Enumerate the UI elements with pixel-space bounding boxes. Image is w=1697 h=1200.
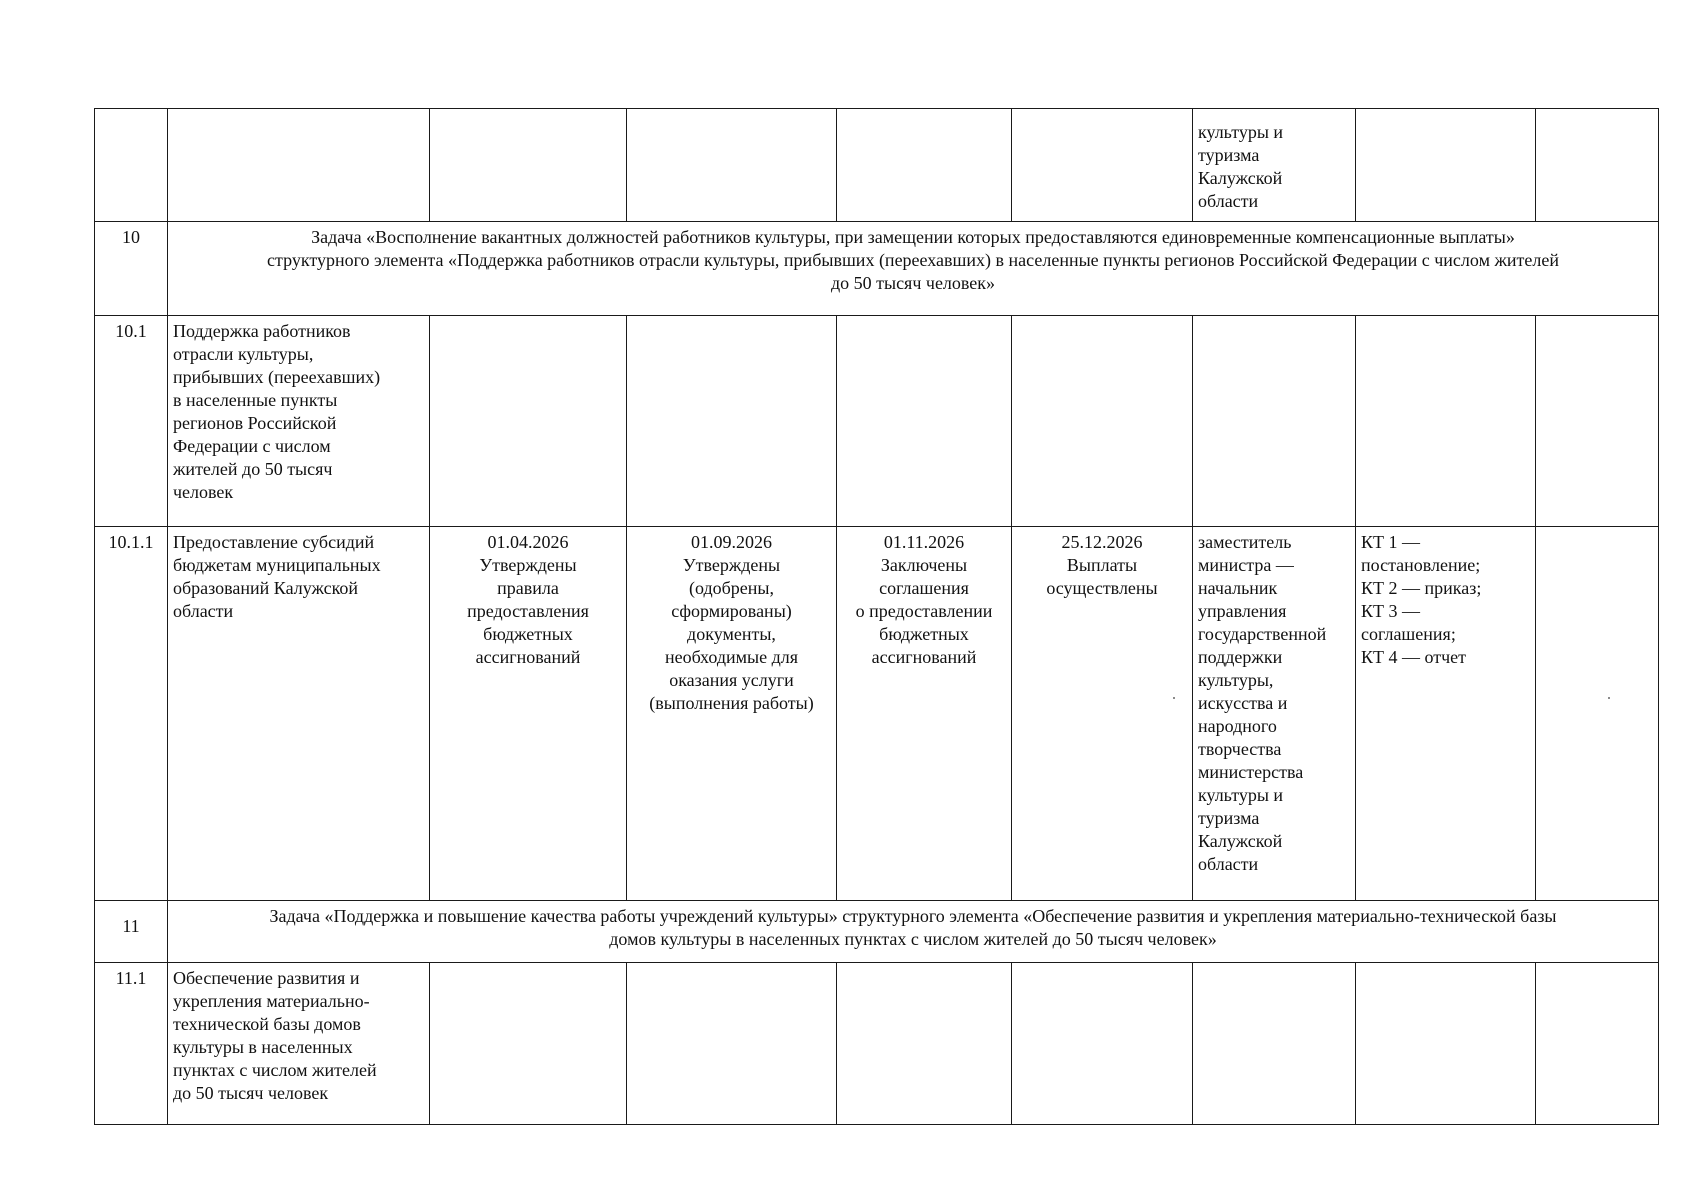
text-line: культуры, [1198, 670, 1274, 690]
text-line: прибывших (переехавших) [173, 367, 381, 387]
cell-kt4 [1012, 316, 1193, 527]
text-line: (одобрены, [688, 578, 774, 598]
cell-kt3 [837, 316, 1012, 527]
text-line: человек [173, 482, 234, 502]
text-line: бюджетам муниципальных [173, 555, 381, 575]
cell-responsible [1193, 527, 1356, 901]
text-line: правила [497, 578, 559, 598]
cell-kt2 [627, 963, 837, 1125]
text-line: домов культуры в населенных пунктах с числом жителей до 50 тысяч человек» [609, 929, 1217, 949]
scan-speck [1608, 697, 1610, 699]
cell-kt1 [430, 109, 627, 222]
cell-kt3 [837, 109, 1012, 222]
text-line: государственной [1198, 624, 1327, 644]
text-line: Предоставление субсидий [173, 532, 375, 552]
cell-num [95, 109, 168, 222]
text-line: КТ 4 — отчет [1361, 647, 1467, 667]
cell-kt4 [1012, 963, 1193, 1125]
text-line: Обеспечение развития и [173, 968, 360, 988]
text-line: КТ 2 — приказ; [1361, 578, 1482, 598]
text-line: технической базы домов [173, 1014, 361, 1034]
text-line: Задача «Поддержка и повышение качества работы учреждений культуры» структурного элемента «Обеспечение развития и укрепления материально-технической базы [269, 906, 1557, 926]
table-row-11-1 [95, 963, 1659, 1125]
cell-responsible [1193, 963, 1356, 1125]
text-line: КТ 3 — [1361, 601, 1421, 621]
cell-kt4 [1012, 527, 1193, 901]
table-row-10-1-1 [95, 527, 1659, 901]
cell-name [168, 527, 430, 901]
cell-kt3 [837, 963, 1012, 1125]
text-line: осуществлены [1046, 578, 1158, 598]
text-line: до 50 тысяч человек [173, 1083, 329, 1103]
text-line: Задача «Восполнение вакантных должностей работников культуры, при замещении которых предоставляются единовременные компенсационные выплаты» [311, 227, 1515, 247]
cell-extra [1536, 316, 1659, 527]
row-number: 11 [95, 901, 168, 963]
row-number: 10.1.1 [95, 527, 168, 901]
table-row-10-1 [95, 316, 1659, 527]
table-row-task-11 [95, 901, 1659, 963]
text-line: Поддержка работников [173, 321, 351, 341]
text-line: о предоставлении [855, 601, 993, 621]
kt2-date: 01.09.2026 [691, 532, 772, 552]
text-line: оказания услуги [669, 670, 794, 690]
text-line: министра — [1198, 555, 1294, 575]
text-line: КТ 1 — [1361, 532, 1421, 552]
cell-docs [1356, 109, 1536, 222]
cell-kt4 [1012, 109, 1193, 222]
cell-kt2 [627, 527, 837, 901]
text-line: бюджетных [483, 624, 573, 644]
cell-docs [1356, 963, 1536, 1125]
scan-speck [1173, 697, 1175, 699]
document-page [94, 108, 1658, 1125]
cell-kt2 [627, 109, 837, 222]
text-line: (выполнения работы) [649, 693, 814, 713]
text-line: Калужской [1198, 831, 1283, 851]
text-line: пунктах с числом жителей [173, 1060, 377, 1080]
task-description [168, 222, 1659, 316]
kt1-date: 01.04.2026 [487, 532, 569, 552]
text-line: Выплаты [1066, 555, 1138, 575]
text-line: Федерации с числом [173, 436, 331, 456]
text-line: жителей до 50 тысяч [173, 459, 333, 479]
text-line: структурного элемента «Поддержка работников отрасли культуры, прибывших (переехавших) в населенные пункты регионов Российской Федерации с числом жителей [267, 250, 1559, 270]
row-number: 10.1 [95, 316, 168, 527]
text-line: соглашения; [1361, 624, 1456, 644]
cell-kt2 [627, 316, 837, 527]
text-line: начальник [1198, 578, 1278, 598]
cell-kt3 [837, 527, 1012, 901]
text-line: укрепления материально- [173, 991, 370, 1011]
cell-kt1 [430, 527, 627, 901]
text-line: области [173, 601, 234, 621]
cell-docs [1356, 527, 1536, 901]
table-row-continuation [95, 109, 1659, 222]
text-line: документы, [687, 624, 776, 644]
table-row-task-10 [95, 222, 1659, 316]
text-line: Калужской [1198, 168, 1283, 188]
text-line: министерства [1198, 762, 1304, 782]
text-line: туризма [1198, 808, 1260, 828]
text-line: Заключены [880, 555, 968, 575]
text-line: культуры в населенных [173, 1037, 353, 1057]
text-line: управления [1198, 601, 1287, 621]
text-line: соглашения [879, 578, 969, 598]
cell-extra [1536, 963, 1659, 1125]
text-line: регионов Российской [173, 413, 337, 433]
cell-docs [1356, 316, 1536, 527]
row-number: 11.1 [95, 963, 168, 1125]
text-line: области [1198, 191, 1259, 211]
text-line: ассигнований [475, 647, 581, 667]
text-line: необходимые для [664, 647, 799, 667]
text-line: искусства и [1198, 693, 1288, 713]
text-line: туризма [1198, 145, 1260, 165]
text-line: культуры и [1198, 122, 1284, 142]
cell-kt1 [430, 963, 627, 1125]
kt4-date: 25.12.2026 [1061, 532, 1143, 552]
cell-name [168, 963, 430, 1125]
text-line: образований Калужской [173, 578, 359, 598]
text-line: культуры и [1198, 785, 1284, 805]
cell-name [168, 109, 430, 222]
text-line: сформированы) [671, 601, 792, 621]
task-description [168, 901, 1659, 963]
text-line: Утверждены [682, 555, 781, 575]
text-line: отрасли культуры, [173, 344, 314, 364]
text-line: до 50 тысяч человек» [830, 273, 996, 293]
cell-extra [1536, 527, 1659, 901]
text-line: предоставления [467, 601, 589, 621]
text-line: поддержки [1198, 647, 1283, 667]
cell-kt1 [430, 316, 627, 527]
text-line: постановление; [1361, 555, 1481, 575]
cell-responsible [1193, 316, 1356, 527]
cell-responsible [1193, 109, 1356, 222]
row-number: 10 [95, 222, 168, 316]
plan-table [94, 108, 1659, 1125]
cell-extra [1536, 109, 1659, 222]
text-line: Утверждены [479, 555, 577, 575]
text-line: области [1198, 854, 1259, 874]
text-line: в населенные пункты [173, 390, 338, 410]
kt3-date: 01.11.2026 [883, 532, 965, 552]
text-line: народного [1198, 716, 1277, 736]
text-line: творчества [1198, 739, 1282, 759]
cell-name [168, 316, 430, 527]
text-line: ассигнований [871, 647, 977, 667]
text-line: бюджетных [879, 624, 969, 644]
text-line: заместитель [1198, 532, 1292, 552]
